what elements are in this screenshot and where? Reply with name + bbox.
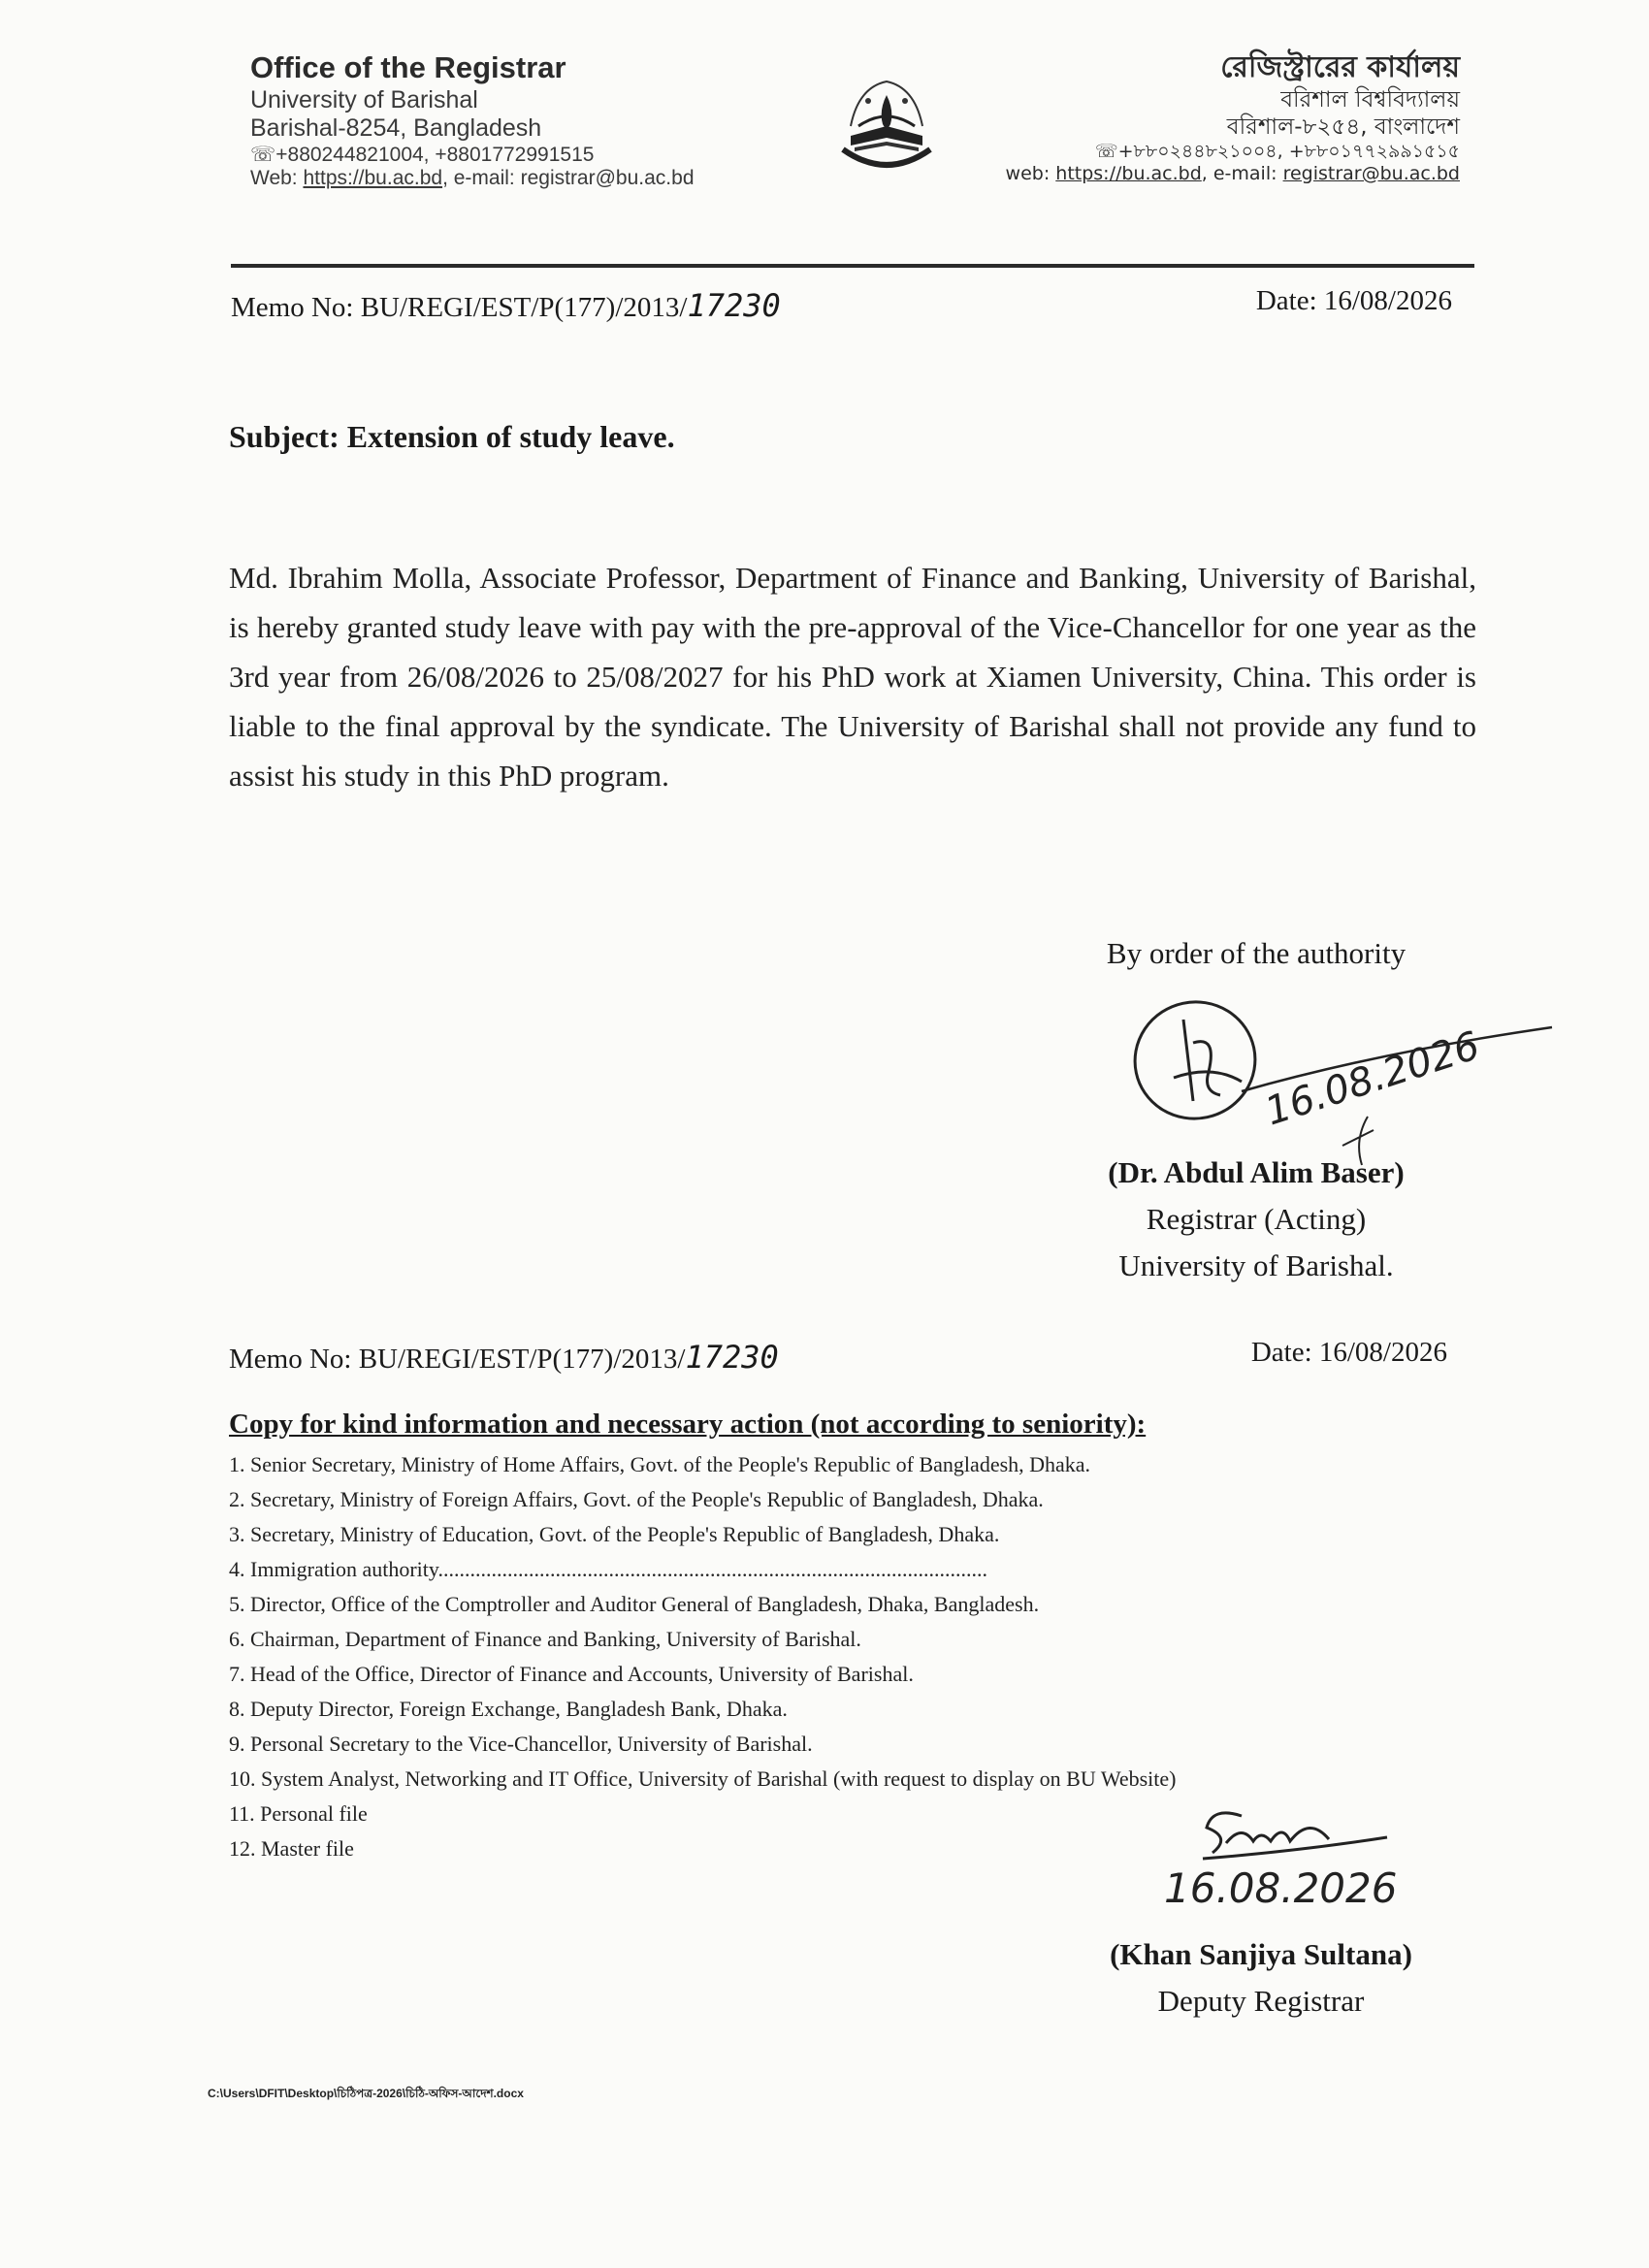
office-title-bn: রেজিস্ট্রারের কার্যালয় [1220,50,1460,84]
list-item: 4. Immigration authority....................................................................................................... [229,1557,987,1581]
list-item: 7. Head of the Office, Director of Finance and Accounts, University of Barishal. [229,1662,914,1686]
list-item: 12. Master file [229,1836,354,1861]
memo-handwritten-number: 17230 [687,287,781,324]
list-item: 8. Deputy Director, Foreign Exchange, Bangladesh Bank, Dhaka. [229,1697,788,1721]
footer-file-path: C:\Users\DFIT\Desktop\চিঠিপত্র-2026\চিঠি-অফিস-আদেশ.docx [208,2087,524,2100]
phone-en: ☏+880244821004, +8801772991515 [250,143,595,166]
memo-label: Memo No: BU/REGI/EST/P(177)/2013/ [229,1344,686,1375]
registrar-name: (Dr. Abdul Alim Baser) [1108,1155,1405,1189]
deputy-registrar-name: (Khan Sanjiya Sultana) [1110,1937,1412,1971]
registrar-title: Registrar (Acting) [1146,1202,1367,1236]
memo-number-top [231,287,781,324]
deputy-registrar-title: Deputy Registrar [1157,1984,1365,2018]
web-label-en: Web: [250,167,304,190]
office-title-en: Office of the Registrar [250,50,566,84]
list-item: 3. Secretary, Ministry of Education, Govt. of the People's Republic of Bangladesh, Dhaka. [229,1522,1000,1546]
header-english [250,50,793,191]
signature-deputy-registrar [1193,1795,1426,1872]
email-bn[interactable]: registrar@bu.ac.bd [1282,162,1460,184]
web-label-bn: web: [1005,162,1056,184]
web-link-bn[interactable]: https://bu.ac.bd [1055,162,1202,184]
copy-heading: Copy for kind information and necessary action (not according to seniority): [229,1409,1147,1440]
subject-line: Subject: Extension of study leave. [229,419,675,454]
memo-handwritten-number: 17230 [685,1339,779,1376]
address-en: Barishal-8254, Bangladesh [250,114,542,143]
memo-date-bottom: Date: 16/08/2026 [1250,1337,1447,1368]
memo-number-bottom [229,1339,779,1376]
signature-date-registrar: 16.08.2026 [1259,1022,1485,1135]
list-item: 1. Senior Secretary, Ministry of Home Affairs, Govt. of the People's Republic of Bangladesh, Dhaka. [229,1452,1091,1476]
header-bengali [917,50,1460,185]
memo-date-top: Date: 16/08/2026 [1255,285,1452,316]
web-email-bn [917,163,1460,185]
signature-date-deputy: 16.08.2026 [1164,1864,1398,1912]
copy-list [229,1447,1176,1866]
by-order-line: By order of the authority [1106,936,1406,970]
list-item: 6. Chairman, Department of Finance and Banking, University of Barishal. [229,1627,861,1651]
list-item: 10. System Analyst, Networking and IT Office, University of Barishal (with request to display on BU Website) [229,1766,1177,1791]
university-name-bn: বরিশাল বিশ্ববিদ্যালয় [1280,86,1460,113]
list-item: 5. Director, Office of the Comptroller and Auditor General of Bangladesh, Dhaka, Bangladesh. [229,1592,1040,1616]
email-en: , e-mail: registrar@bu.ac.bd [442,167,695,190]
web-link-en[interactable]: https://bu.ac.bd [303,167,443,190]
body-paragraph: Md. Ibrahim Molla, Associate Professor, Department of Finance and Banking, University of Barishal, is hereby granted study leave with pay with the pre-approval of the Vice-Chancellor for one year as the 3rd year from 26/08/2026 to 25/08/2027 for his PhD work at Xiamen University, China. This order is liable to the final approval by the syndicate. The University of Barishal shall not provide any fund to assist his study in this PhD program. [229,561,1476,793]
list-item: 9. Personal Secretary to the Vice-Chancellor, University of Barishal. [229,1732,813,1756]
email-label-bn: , e-mail: [1201,162,1283,184]
phone-bn: ☏+৮৮০২৪৪৮২১০০৪, +৮৮০১৭৭২৯৯১৫১৫ [1094,140,1460,162]
web-email-en [250,167,793,191]
list-item: 2. Secretary, Ministry of Foreign Affairs, Govt. of the People's Republic of Bangladesh, Dhaka. [229,1487,1044,1511]
registrar-org: University of Barishal. [1118,1248,1394,1282]
memo-label: Memo No: BU/REGI/EST/P(177)/2013/ [231,292,688,323]
header-divider [231,264,1474,268]
university-name-en: University of Barishal [250,85,478,113]
address-bn: বরিশাল-৮২৫৪, বাংলাদেশ [1226,113,1460,140]
list-item: 11. Personal file [229,1801,368,1826]
